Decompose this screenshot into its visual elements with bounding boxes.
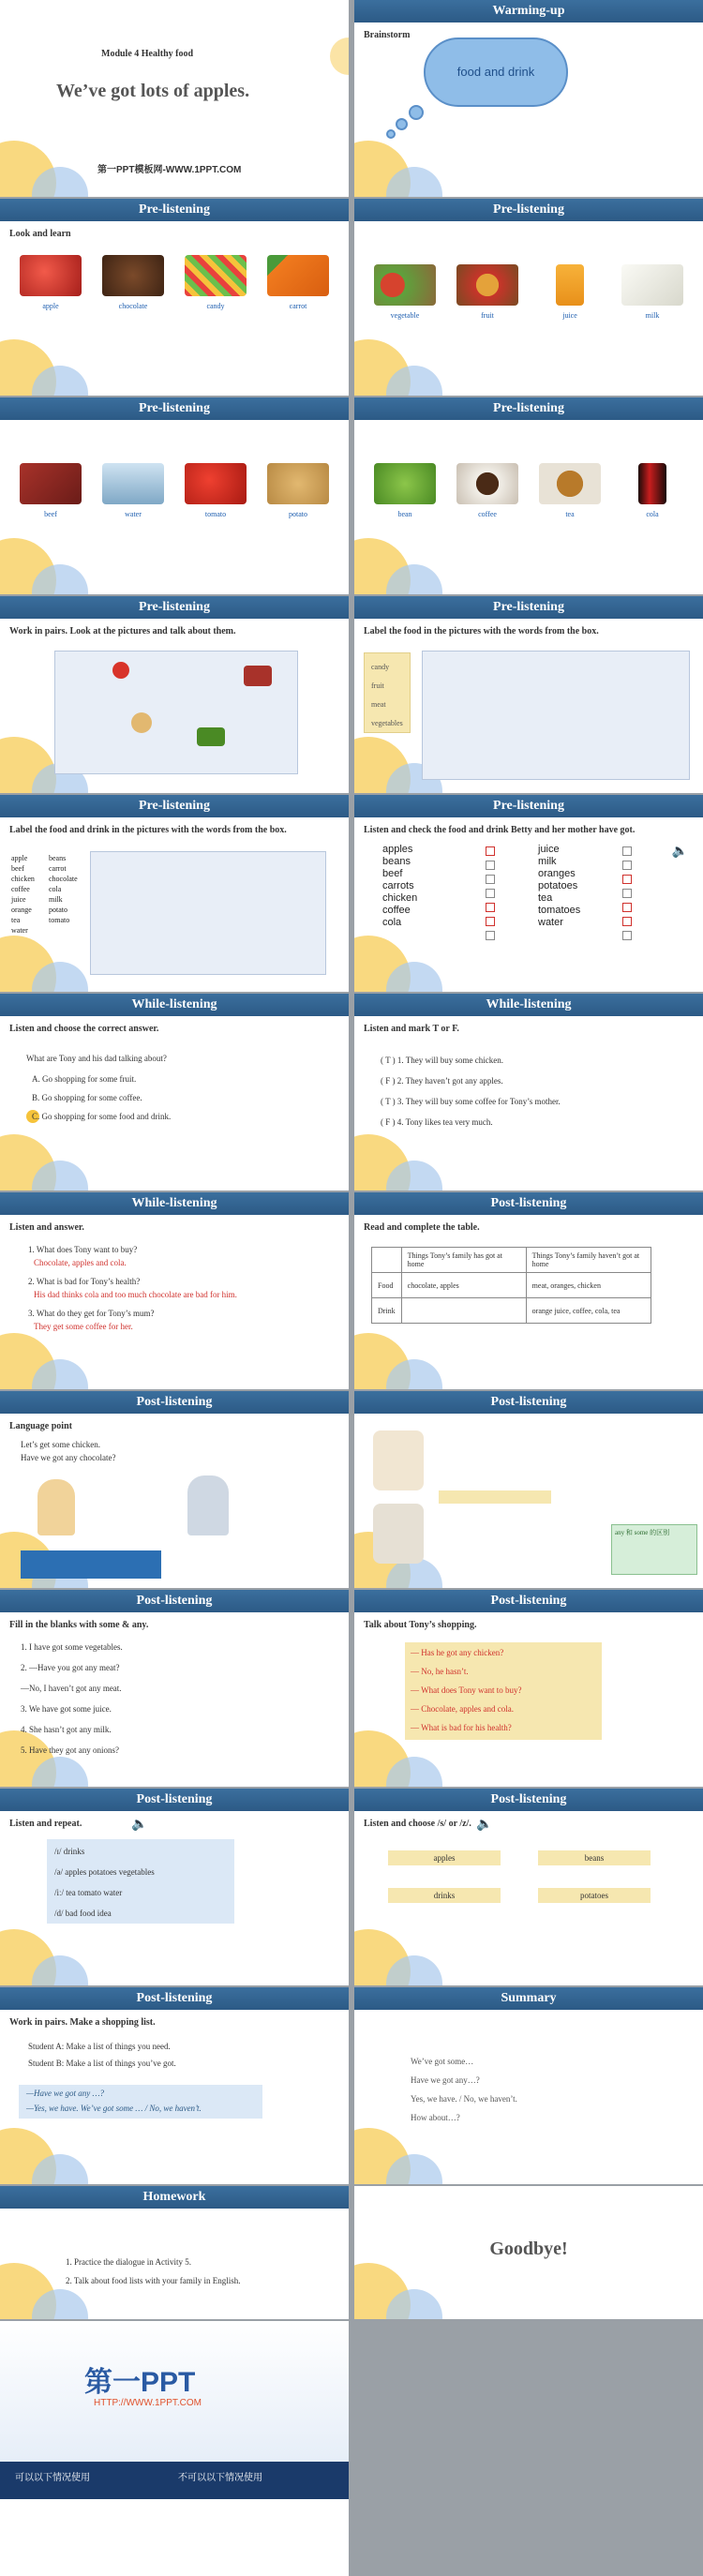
slide-pre-listening-8[interactable]: Pre-listening Listen and check the food and drink Betty and her mother have got. apples beans beef carrots chicken coffee cola juice milk oranges potatoes tea tomatoes water 🔈 [354,795,703,992]
slide-bar: Pre-listening [354,795,703,817]
note-box [21,1550,161,1579]
slide-warming-up[interactable] [354,0,703,197]
slide-bar: Homework [0,2186,349,2209]
checklist-item: carrots [382,880,414,891]
vocab-apple: apple [18,255,83,310]
checklist-item: apples [382,844,413,855]
slide-pre-listening-1[interactable] [0,199,349,396]
site-label: 第一PPT模板网-WWW.1PPT.COM [97,165,242,175]
footer-ad [0,2321,349,2576]
slide-post-listening-6[interactable]: Post-listening Listen and repeat. 🔈 /ɪ/ drinks /ə/ apples potatoes vegetables /iː/ tea tomato water /d/ bad food idea [0,1789,349,1985]
instruction: Listen and check the food and drink Betty and her mother have got. [364,825,636,835]
slide-bar: Warming-up [354,0,703,22]
cartoon [373,1504,424,1564]
slide-bar: Pre-listening [0,397,349,420]
slide-while-listening-2[interactable]: While-listening Listen and mark T or F. ( T ) 1. They will buy some chicken. ( F ) 2. They haven’t got any apples. ( T ) 3. They will buy some coffee for Tony’s mother. ( F ) 4. Tony likes tea very much. [354,994,703,1191]
cartoon [373,1430,424,1490]
slide-bar: Summary [354,1987,703,2010]
vocab-carrot: carrot [265,255,331,310]
speaker-icon[interactable]: 🔈 [671,845,688,859]
slide-heading: We’ve got lots of apples. [56,81,250,101]
word-box: apple beans beef carrot chicken chocolate coffee cola juice milk orange potato tea tomato water [11,854,78,935]
footer-left: 可以以下情况使用 [15,2473,90,2483]
goodbye-text: Goodbye! [489,2239,568,2259]
slide-bar: Post-listening [0,1590,349,1612]
cloud-dot [386,129,396,139]
footer-logo: 第一PPT [84,2367,196,2398]
speaker-icon[interactable]: 🔈 [131,1818,148,1832]
slide-bar: Post-listening [354,1789,703,1811]
picture-panel [90,851,326,975]
footer-right: 不可以以下情况使用 [178,2473,262,2483]
vocab-milk: milk [620,264,685,320]
cartoon-girl [37,1479,75,1535]
slide-summary[interactable]: Summary We’ve got some… Have we got any…? Yes, we have. / No, we haven’t. How about…? [354,1987,703,2184]
vocab-tea: tea [537,463,603,518]
cloud-dot [409,105,424,120]
brainstorm-cloud: food and drink [424,37,568,107]
cartoon-man [187,1475,229,1535]
vocab-tomato: tomato [183,463,248,518]
slide-bar: Post-listening [0,1987,349,2010]
picture-panel [422,651,690,780]
slide-post-listening-2[interactable]: Post-listening Language point Let’s get some chicken. Have we got any chocolate? [0,1391,349,1588]
slide-bar: Pre-listening [354,397,703,420]
footer-url[interactable]: HTTP://WWW.1PPT.COM [94,2398,202,2408]
slide-bar: Pre-listening [0,199,349,221]
slide-post-listening-7[interactable]: Post-listening Listen and choose /s/ or /z/. 🔈 apples beans drinks potatoes [354,1789,703,1985]
slide-pre-listening-3[interactable] [0,397,349,594]
slide-bar: Post-listening [354,1391,703,1414]
instruction: Label the food and drink in the pictures with the words from the box. [9,825,287,835]
slide-while-listening-1[interactable]: While-listening Listen and choose the correct answer. What are Tony and his dad talking about? A. Go shopping for some fruit. B. Go shopping for some coffee. C. Go shopping for some food and drink. [0,994,349,1191]
slide-goodbye[interactable] [354,2186,703,2319]
vocab-water: water [100,463,166,518]
checklist-item: coffee [382,905,411,916]
slide-bar: Post-listening [0,1391,349,1414]
slide-title[interactable] [0,0,349,197]
slide-bar: Post-listening [354,1192,703,1215]
slide-bar: While-listening [354,994,703,1016]
slide-bar: While-listening [0,994,349,1016]
instruction: Look and learn [9,229,71,239]
vocab-juice: juice [537,264,603,320]
info-table: Things Tony’s family has got at home Things Tony’s family haven’t got at home Food chocolate, apples meat, oranges, chicken Drink orange juice, coffee, cola, tea [371,1247,651,1324]
vocab-fruit: fruit [455,264,520,320]
vocab-cola: cola [620,463,685,518]
checklist-item: chicken [382,892,418,904]
vocab-vegetable: vegetable [372,264,438,320]
slide-pre-listening-2[interactable] [354,199,703,396]
checklist-item: beef [382,868,403,879]
checklist-item: cola [382,917,402,928]
empty-area [354,2321,703,2576]
speaker-icon[interactable]: 🔈 [476,1818,493,1832]
instruction: Label the food in the pictures with the words from the box. [364,626,599,637]
slide-bar: Post-listening [0,1789,349,1811]
slide-while-listening-3[interactable]: While-listening Listen and answer. 1. What does Tony want to buy? Chocolate, apples and cola. 2. What is bad for Tony’s health? His dad thinks cola and too much chocolate are bad for him. 3. What do they get for Tony’s mum? They get some coffee for her. [0,1192,349,1389]
slide-bar: Pre-listening [354,199,703,221]
slide-pre-listening-6[interactable]: Pre-listening Label the food in the pictures with the words from the box. candy fruit meat vegetables [354,596,703,793]
vocab-bean: bean [372,463,438,518]
slide-bar: Pre-listening [354,596,703,619]
slide-post-listening-3[interactable] [354,1391,703,1588]
vocab-potato: potato [265,463,331,518]
vocab-chocolate: chocolate [100,255,166,310]
slide-bar: Pre-listening [0,596,349,619]
slide-post-listening-5[interactable]: Post-listening Talk about Tony’s shopping. — Has he got any chicken? — No, he hasn’t. — What does Tony want to buy? — Chocolate, apples and cola. — What is bad for his health? [354,1590,703,1787]
slide-post-listening-8[interactable]: Post-listening Work in pairs. Make a shopping list. Student A: Make a list of things you need. Student B: Make a list of things you’ve got. —Have we got any …? —Yes, we have. We’ve got some … / No, we haven’t. [0,1987,349,2184]
slide-post-listening-1[interactable]: Post-listening Read and complete the table. Things Tony’s family has got at home Things Tony’s family haven’t got at home Food chocolate, apples meat, oranges, chicken Drink orange juice, coffee, cola, tea [354,1192,703,1389]
cloud-dot [396,118,408,130]
vocab-coffee: coffee [455,463,520,518]
slide-pre-listening-4[interactable] [354,397,703,594]
slide-homework[interactable]: Homework 1. Practice the dialogue in Activity 5. 2. Talk about food lists with your family in English. [0,2186,349,2319]
module-label: Module 4 Healthy food [101,49,194,59]
slide-pre-listening-5[interactable] [0,596,349,793]
checklist-item: beans [382,856,411,867]
slide-pre-listening-7[interactable] [0,795,349,992]
slide-post-listening-4[interactable]: Post-listening Fill in the blanks with some & any. 1. I have got some vegetables. 2. —Have you got any meat? —No, I haven’t got any meat. 3. We have got some juice. 4. She hasn’t got any milk. 5. Have they got any onions? [0,1590,349,1787]
vocab-beef: beef [18,463,83,518]
slide-bar: While-listening [0,1192,349,1215]
vocab-candy: candy [183,255,248,310]
brainstorm-label: Brainstorm [364,30,411,40]
tip-box: any 和 some 的区别 [611,1524,697,1575]
slide-bar: Pre-listening [0,795,349,817]
slide-bar: Post-listening [354,1590,703,1612]
highlight-bar [439,1490,551,1504]
instruction: Work in pairs. Look at the pictures and talk about them. [9,626,236,637]
